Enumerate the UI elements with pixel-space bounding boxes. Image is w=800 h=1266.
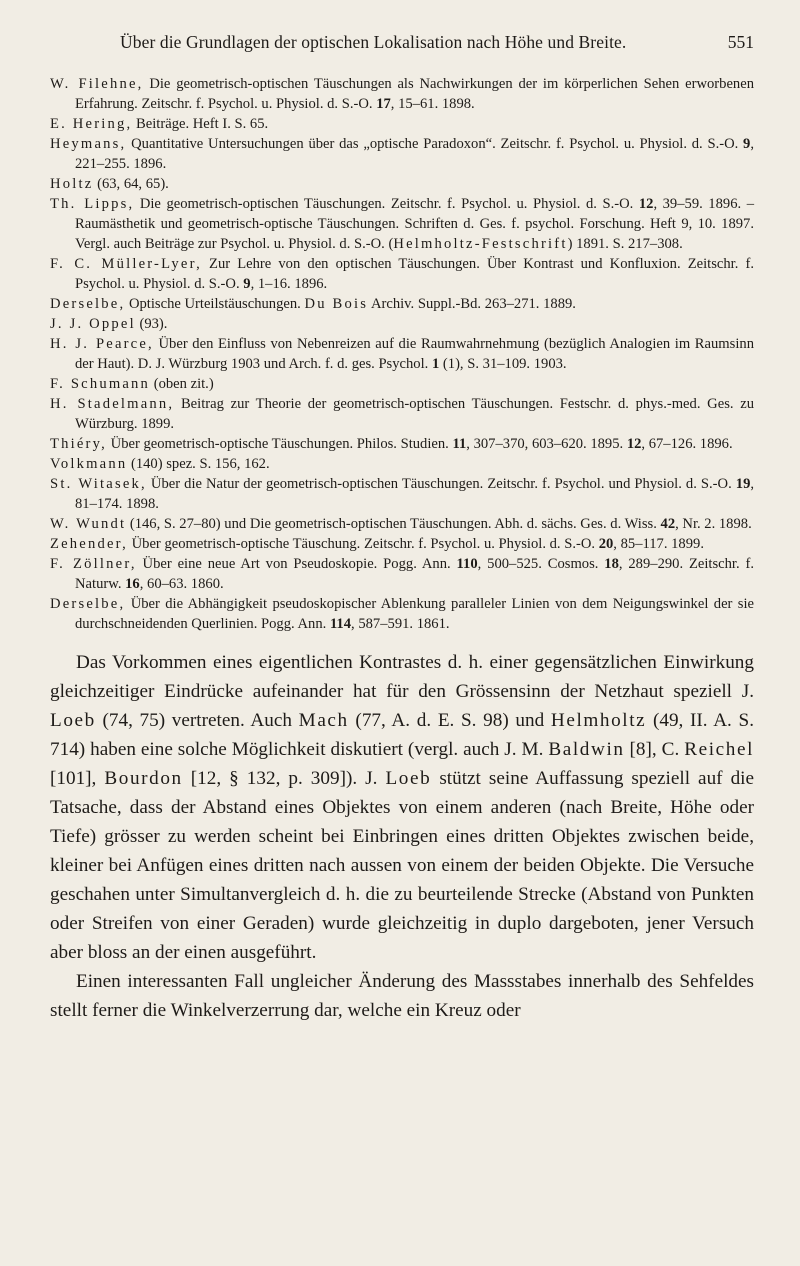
volume-number: 12 [626, 436, 642, 452]
reference-text: (93). [135, 316, 168, 332]
volume-number: 11 [452, 436, 467, 452]
page-number: 551 [727, 32, 754, 52]
reference-author: Heymans, [50, 136, 127, 152]
reference-entry [50, 74, 754, 114]
spaced-name: Helmholtz-Festschrift [393, 236, 568, 252]
reference-author: H. J. Pearce, [50, 336, 154, 352]
reference-text: , 39–59. 1896. – Raumästhetik und geometrisch-optische Täuschungen. Schriften d. Ges. f. psychol. Forschung. Heft 9, 10. 1897. Vergl. auch Beiträge zur Psychol. u. Physiol. d. S.-O. ( [75, 196, 754, 252]
volume-number: 110 [456, 556, 478, 572]
reference-text: Die geometrisch-optischen Täuschungen. Zeitschr. f. Psychol. u. Physiol. d. S.-O. [134, 196, 639, 212]
volume-number: 16 [125, 576, 140, 592]
reference-author: Thiéry, [50, 436, 108, 452]
reference-text: Beitrag zur Theorie der geometrisch-optischen Täuschungen. Festschr. d. phys.-med. Ges. zu Würzburg. 1899. [75, 396, 754, 432]
reference-text: Quantitative Untersuchungen über das „optische Paradoxon“. Zeitschr. f. Psychol. u. Physiol. d. S.-O. [126, 136, 744, 152]
reference-text: Über die Abhängigkeit pseudoskopischer Ablenkung paralleler Linien von dem Neigungswinkel der sie durchschneidenden Querlinien. Pogg. Ann. [75, 596, 754, 632]
reference-text: , 307–370, 603–620. 1895. [466, 436, 627, 452]
paragraph [50, 967, 754, 1025]
volume-number: 1 [431, 356, 440, 372]
reference-text: Beiträge. Heft I. S. 65. [132, 116, 269, 132]
reference-author: F. Schumann [50, 376, 151, 392]
paragraph-text: (49, II. A. S. 714) haben eine solche Möglichkeit diskutiert (vergl. auch J. M. [50, 710, 755, 760]
reference-text: Über eine neue Art von Pseudoskopie. Pogg. Ann. [136, 556, 457, 572]
reference-text: , 587–591. 1861. [351, 616, 450, 632]
reference-text: ) 1891. S. 217–308. [567, 236, 683, 252]
reference-text: Die geometrisch-optischen Täuschungen als Nachwirkungen der im körperlichen Sehen erworbenen Erfahrung. Zeitschr. f. Psychol. u. Physiol. d. S.-O. [75, 76, 754, 112]
reference-entry [50, 594, 754, 634]
reference-entry [50, 454, 754, 474]
reference-text: Über geometrisch-optische Täuschungen. Philos. Studien. [107, 436, 453, 452]
reference-text: , 81–174. 1898. [75, 476, 755, 512]
reference-author: Zehender, [50, 536, 128, 552]
reference-text: , Nr. 2. 1898. [675, 516, 752, 532]
reference-author: St. Witasek, [50, 476, 147, 492]
reference-text: , 500–525. Cosmos. [477, 556, 605, 572]
reference-author: Derselbe, [50, 596, 126, 612]
volume-number: 9 [243, 276, 251, 292]
cited-author: Loeb [385, 768, 432, 789]
reference-entry [50, 474, 754, 514]
reference-author: F. C. Müller-Lyer, [50, 256, 202, 272]
volume-number: 17 [376, 96, 391, 112]
reference-text: , 221–255. 1896. [75, 136, 754, 172]
volume-number: 19 [735, 476, 751, 492]
reference-list [50, 74, 754, 634]
reference-entry [50, 114, 754, 134]
volume-number: 12 [638, 196, 654, 212]
reference-entry [50, 514, 754, 534]
reference-text: (63, 64, 65). [93, 176, 169, 192]
reference-text: (1), S. 31–109. 1903. [439, 356, 567, 372]
paragraph-text: [8], C. [624, 739, 685, 760]
cited-author: Baldwin [548, 739, 625, 760]
cited-author: Loeb [50, 710, 96, 731]
reference-entry [50, 554, 754, 594]
reference-text: Zur Lehre von den optischen Täuschungen. Über Kontrast und Konfluxion. Zeitschr. f. Psychol. u. Physiol. d. S.-O. [75, 256, 755, 292]
reference-text: , 60–63. 1860. [139, 576, 224, 592]
cited-author: Bourdon [104, 768, 183, 789]
reference-entry [50, 394, 754, 434]
cited-author: Mach [298, 710, 349, 731]
paragraph-text: stützt seine Auffassung speziell auf die Tatsache, dass der Abstand eines Objektes von einem anderen (nach Breite, Höhe oder Tiefe) grösser zu werden scheint bei Einbringen eines dritten Objektes zwischen beide, kleiner bei Anfügen eines dritten nach aussen von einem der beiden Objekte. Die Versuche geschahen unter Simultanvergleich d. h. die zu beurteilende Strecke (Abstand von Punkten oder Streifen von einer Geraden) wurde gleichzeitig in duplo dargeboten, jener Versuch aber bloss an der einen ausgeführt. [50, 768, 755, 963]
reference-text: Über den Einfluss von Nebenreizen auf die Raumwahrnehmung (bezüglich Analogien im Raumsinn der Haut). D. J. Würzburg 1903 und Arch. f. d. ges. Psychol. [75, 336, 754, 372]
reference-entry [50, 254, 754, 294]
cited-author: Reichel [684, 739, 755, 760]
reference-text: , 85–117. 1899. [613, 536, 704, 552]
reference-entry [50, 334, 754, 374]
volume-number: 42 [660, 516, 676, 532]
reference-author: Th. Lipps, [50, 196, 135, 212]
volume-number: 20 [598, 536, 614, 552]
paragraph-text: Das Vorkommen eines eigentlichen Kontrastes d. h. einer gegensätzlichen Einwirkung gleichzeitiger Eindrücke aufeinander hat für den Grössensinn der Netzhaut speziell J. [50, 652, 754, 702]
reference-text: (oben zit.) [150, 376, 214, 392]
reference-text: , 1–16. 1896. [250, 276, 328, 292]
reference-text: Über die Natur der geometrisch-optischen Täuschungen. Zeitschr. f. Psychol. und Physiol. d. S.-O. [146, 476, 736, 492]
paragraph [50, 648, 754, 967]
reference-entry [50, 174, 754, 194]
reference-author: Derselbe, [50, 296, 126, 312]
reference-entry [50, 434, 754, 454]
reference-entry [50, 294, 754, 314]
running-title: Über die Grundlagen der optischen Lokalisation nach Höhe und Breite. [120, 32, 627, 52]
spaced-name: Du Bois [304, 296, 369, 312]
paragraph-text: [101], [50, 768, 105, 789]
volume-number: 114 [329, 616, 352, 632]
reference-entry [50, 134, 754, 174]
reference-text: , 15–61. 1898. [390, 96, 475, 112]
reference-author: E. Hering, [50, 116, 133, 132]
reference-entry [50, 534, 754, 554]
body-text [50, 648, 754, 1025]
running-header [50, 0, 754, 60]
paragraph-text: (74, 75) vertreten. Auch [95, 710, 299, 731]
reference-text: (146, S. 27–80) und Die geometrisch-optischen Täuschungen. Abh. d. sächs. Ges. d. Wiss. [126, 516, 661, 532]
reference-entry [50, 314, 754, 334]
reference-author: H. Stadelmann, [50, 396, 175, 412]
reference-author: W. Filehne, [50, 76, 144, 92]
cited-author: Helmholtz [550, 710, 647, 731]
reference-author: Volkmann [50, 456, 128, 472]
volume-number: 9 [743, 136, 751, 152]
reference-text: , 289–290. Zeitschr. f. Naturw. [75, 556, 754, 592]
reference-author: Holtz [50, 176, 94, 192]
paragraph-text: Einen interessanten Fall ungleicher Änderung des Massstabes innerhalb des Sehfeldes stellt ferner die Winkelverzerrung dar, welche ein Kreuz oder [50, 971, 754, 1021]
paragraph-text: (77, A. d. E. S. 98) und [348, 710, 551, 731]
reference-text: Archiv. Suppl.-Bd. 263–271. 1889. [368, 296, 576, 312]
reference-text: Optische Urteilstäuschungen. [125, 296, 305, 312]
volume-number: 18 [604, 556, 619, 572]
reference-entry [50, 374, 754, 394]
reference-text: Über geometrisch-optische Täuschung. Zeitschr. f. Psychol. u. Physiol. d. S.-O. [127, 536, 599, 552]
reference-author: F. Zöllner, [50, 556, 137, 572]
reference-text: , 67–126. 1896. [641, 436, 733, 452]
paragraph-text: [12, § 132, p. 309]). J. [182, 768, 386, 789]
reference-author: W. Wundt [50, 516, 127, 532]
reference-text: (140) spez. S. 156, 162. [127, 456, 270, 472]
reference-author: J. J. Oppel [50, 316, 136, 332]
reference-entry [50, 194, 754, 254]
